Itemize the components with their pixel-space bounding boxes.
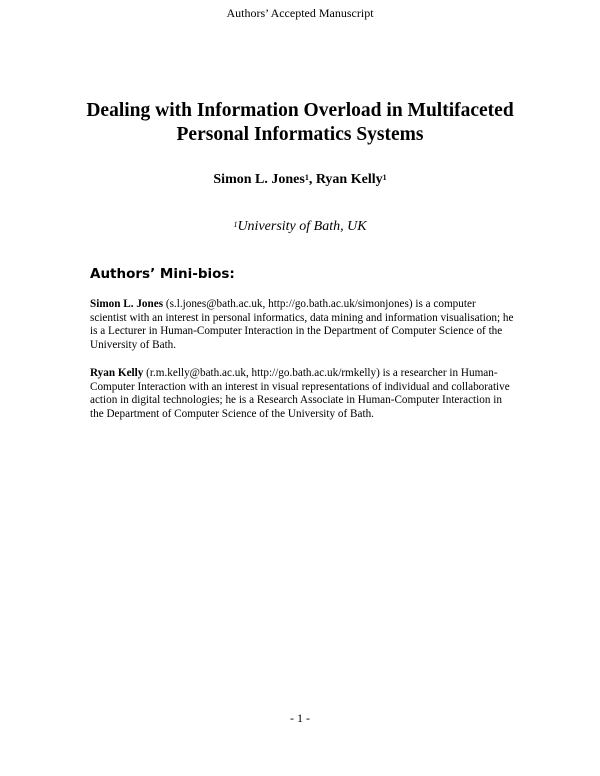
- author-name: Simon L. Jones: [213, 172, 305, 187]
- bio-author-name: Ryan Kelly: [90, 367, 144, 379]
- bio-author-name: Simon L. Jones: [90, 298, 164, 310]
- author-bio: [90, 367, 515, 421]
- paper-title-line-2: Personal Informatics Systems: [176, 124, 424, 145]
- affiliation-text: University of Bath, UK: [237, 219, 367, 234]
- paper-title-line-1: Dealing with Information Overload in Multifaceted: [86, 100, 514, 121]
- author-affiliation-marker: 1: [382, 173, 387, 182]
- running-header: Authors’ Accepted Manuscript: [226, 6, 374, 20]
- author-affiliation-marker: 1: [304, 173, 309, 182]
- page-number: - 1 -: [290, 711, 310, 725]
- author-list: [0, 171, 600, 189]
- bio-text: (r.m.kelly@bath.ac.uk, http://go.bath.ac.uk/rmkelly) is a researcher in Human-Computer Interaction with an interest in visual representations of individual and collaborative action in digital technologies; he is a Research Associate in Human-Computer Interaction in the Department of Computer Science of the University of Bath.: [90, 367, 510, 420]
- bio-text: (s.l.jones@bath.ac.uk, http://go.bath.ac.uk/simonjones) is a computer scientist with an interest in personal informatics, data mining and information visualisation; he is a Lecturer in Human-Computer Interaction in the Department of Computer Science of the University of Bath.: [90, 298, 514, 351]
- author-separator: ,: [308, 172, 316, 187]
- author-bio: [90, 298, 515, 352]
- affiliation-marker: 1: [233, 220, 238, 229]
- author-name: Ryan Kelly: [315, 172, 383, 187]
- paper-title: [60, 99, 540, 147]
- section-heading: Authors’ Mini-bios:: [90, 266, 235, 282]
- affiliation: [0, 218, 600, 236]
